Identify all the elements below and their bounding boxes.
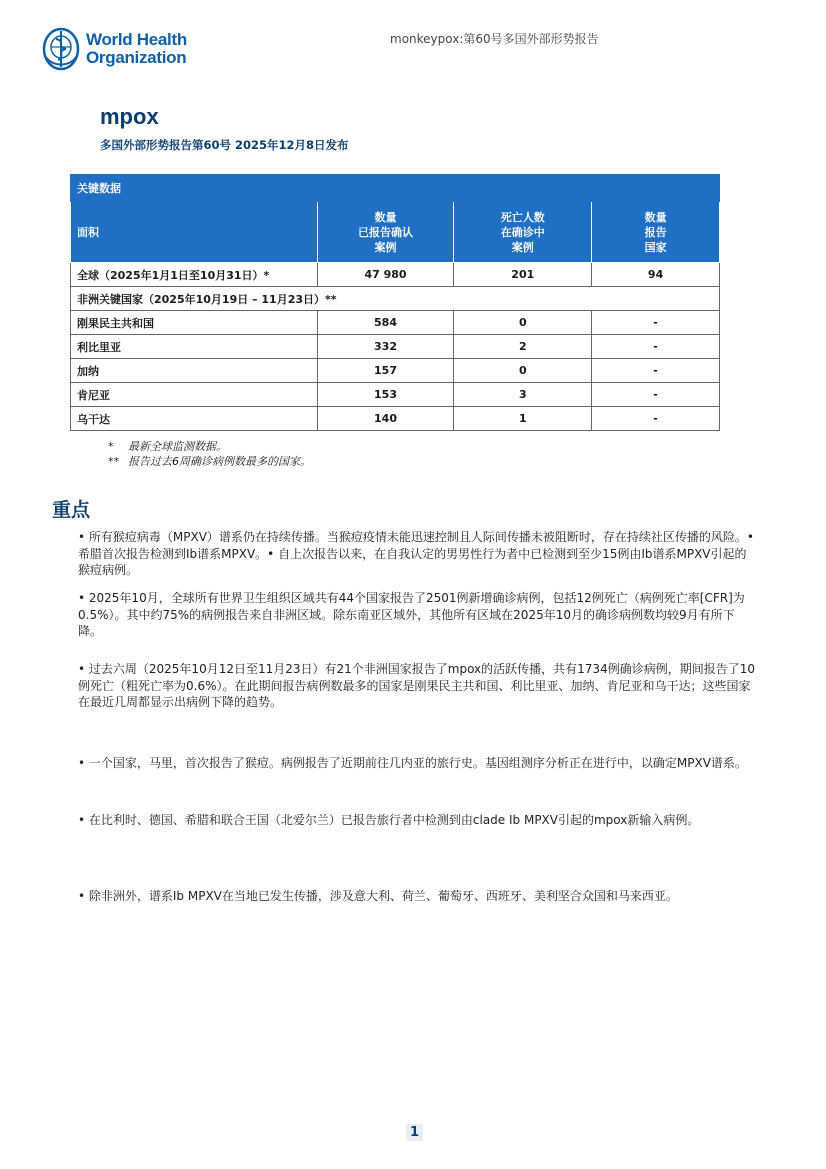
africa-heading: 非洲关键国家（2025年10月19日 – 11月23日）** [71,287,720,311]
country-deaths: 0 [454,359,592,383]
highlight-bullet: • 过去六周（2025年10月12日至11月23日）有21个非洲国家报告了mpox的活跃传播，共有1734例确诊病例，期间报告了10例死亡（粗死亡率为0.6%）。在此期间报告病例数最多的国家是刚果民主共和国、利比里亚、加纳、肯尼亚和乌干达；这些国家在最近几周都显示出病例下降的趋势。 [78,662,755,709]
org-name-line1: World Health [86,30,187,49]
highlight-bullet: • 一个国家，马里，首次报告了猴痘。病例报告了近期前往几内亚的旅行史。基因组测序分析正在进行中，以确定MPXV谱系。 [78,756,747,770]
table-row [71,311,720,335]
country-countries: - [592,311,720,335]
country-countries: - [592,335,720,359]
report-subtitle: 多国外部形势报告第60号 2025年12月8日发布 [100,138,349,152]
org-name-line2: Organization [86,48,187,67]
col-header-area: 面积 [71,202,318,263]
highlight-bullet: • 2025年10月，全球所有世界卫生组织区域共有44个国家报告了2501例新增确诊病例，包括12例死亡（病例死亡率[CFR]为0.5%）。其中约75%的病例报告来自非洲区域。除东南亚区域外，其他所有区域在2025年10月的确诊病例数均较9月有所下降。 [78,591,745,638]
key-data-table [70,174,720,431]
table-row [71,383,720,407]
col-header-cases: 数量 已报告确认 案例 [317,202,454,263]
who-emblem-icon [42,27,80,71]
country-cases: 332 [317,335,454,359]
highlight-bullet: • 所有猴痘病毒（MPXV）谱系仍在持续传播。当猴痘疫情未能迅速控制且人际间传播未被阻断时，存在持续社区传播的风险。• 希腊首次报告检测到Ib谱系MPXV。• 自上次报告以来，在自我认定的男男性行为者中已检测到至少15例由Ib谱系MPXV引起的猴痘病例。 [78,530,754,577]
table-row [71,407,720,431]
running-header: monkeypox:第60号多国外部形势报告 [390,32,599,46]
country-name: 刚果民主共和国 [71,311,318,335]
page-number: 1 [406,1124,423,1141]
table-row [71,335,720,359]
global-label: 全球（2025年1月1日至10月31日）* [71,263,318,287]
who-logo [42,24,212,74]
country-deaths: 3 [454,383,592,407]
country-cases: 157 [317,359,454,383]
country-cases: 153 [317,383,454,407]
table-row-africa-heading [71,287,720,311]
global-cases: 47 980 [317,263,454,287]
country-countries: - [592,407,720,431]
country-name: 加纳 [71,359,318,383]
col-header-deaths: 死亡人数 在确诊中 案例 [454,202,592,263]
highlights-heading: 重点 [52,499,91,521]
table-row-global [71,263,720,287]
country-name: 乌干达 [71,407,318,431]
global-countries: 94 [592,263,720,287]
country-cases: 140 [317,407,454,431]
country-deaths: 2 [454,335,592,359]
country-name: 肯尼亚 [71,383,318,407]
footnote-1: * 最新全球监测数据。 [108,440,227,453]
table-footnotes [108,439,311,469]
page-title: mpox [100,104,159,129]
footnote-2: ** 报告过去6周确诊病例数最多的国家。 [108,455,311,468]
highlight-bullet: • 除非洲外，谱系Ib MPXV在当地已发生传播，涉及意大利、荷兰、葡萄牙、西班牙、美利坚合众国和马来西亚。 [78,889,678,903]
country-name: 利比里亚 [71,335,318,359]
country-deaths: 0 [454,311,592,335]
global-deaths: 201 [454,263,592,287]
table-banner-row [71,175,720,202]
country-countries: - [592,359,720,383]
country-cases: 584 [317,311,454,335]
table-header-row [71,202,720,263]
col-header-countries: 数量 报告 国家 [592,202,720,263]
table-banner: 关键数据 [71,175,720,202]
who-wordmark [86,31,187,67]
country-deaths: 1 [454,407,592,431]
country-countries: - [592,383,720,407]
table-row [71,359,720,383]
highlight-bullet: • 在比利时、德国、希腊和联合王国（北爱尔兰）已报告旅行者中检测到由clade Ib MPXV引起的mpox新输入病例。 [78,813,700,827]
